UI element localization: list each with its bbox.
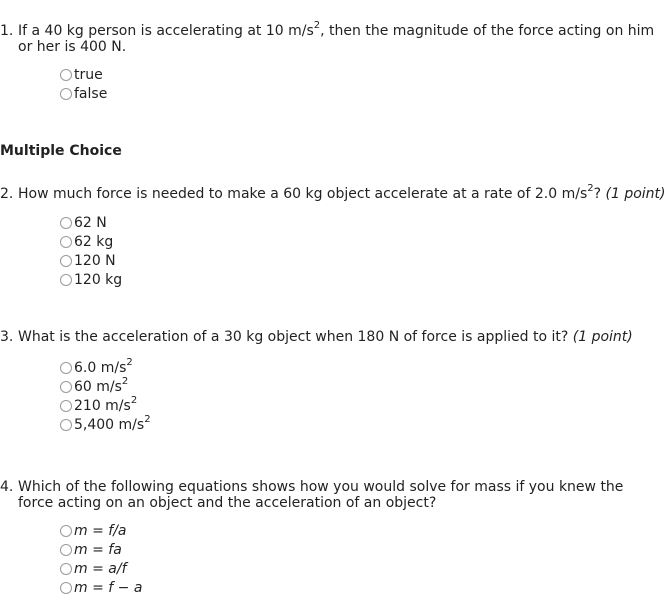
option-false[interactable] bbox=[60, 84, 107, 103]
radio-circle-icon[interactable] bbox=[60, 362, 72, 374]
option-value: 60 m/s bbox=[74, 378, 122, 395]
option-label bbox=[74, 542, 122, 558]
option-120-kg[interactable] bbox=[60, 270, 122, 289]
radio-circle-icon[interactable] bbox=[60, 419, 72, 431]
question-3-options bbox=[60, 358, 151, 434]
option-label bbox=[74, 375, 129, 395]
radio-circle-icon[interactable] bbox=[60, 274, 72, 286]
question-text-part: , then the magnitude of the force acting on him bbox=[320, 23, 655, 39]
option-label bbox=[74, 561, 127, 577]
superscript: 2 bbox=[144, 413, 151, 425]
superscript: 2 bbox=[121, 375, 129, 387]
option-210-m-s2[interactable] bbox=[60, 396, 151, 415]
question-text-part: force acting on an object and the acceleration of an object? bbox=[18, 495, 437, 511]
question-text-part: or her is 400 N. bbox=[18, 39, 127, 55]
option-value: 210 m/s bbox=[74, 397, 131, 414]
option-m-equals-f-over-a[interactable] bbox=[60, 521, 142, 540]
option-m-equals-a-over-f[interactable] bbox=[60, 559, 142, 578]
expression: a/f bbox=[108, 560, 127, 577]
question-number: 2. bbox=[0, 186, 14, 202]
question-2-options bbox=[60, 213, 122, 289]
section-title: Multiple Choice bbox=[0, 143, 122, 159]
variable: m bbox=[74, 522, 88, 539]
option-m-equals-f-minus-a[interactable] bbox=[60, 578, 142, 597]
radio-circle-icon[interactable] bbox=[60, 381, 72, 393]
option-6-m-s2[interactable] bbox=[60, 358, 151, 377]
radio-circle-icon[interactable] bbox=[60, 255, 72, 267]
question-text-part: What is the acceleration of a 30 kg object when 180 N of force is applied to it? bbox=[18, 329, 569, 345]
expression: fa bbox=[108, 541, 122, 558]
radio-circle-icon[interactable] bbox=[60, 88, 72, 100]
option-true[interactable] bbox=[60, 65, 107, 84]
option-label: 120 N bbox=[74, 252, 116, 269]
option-label: 62 kg bbox=[74, 233, 114, 250]
question-text-part: How much force is needed to make a 60 kg object accelerate at a rate of 2.0 m/s bbox=[18, 186, 588, 202]
variable: m bbox=[74, 541, 88, 558]
option-5400-m-s2[interactable] bbox=[60, 415, 151, 434]
radio-circle-icon[interactable] bbox=[60, 544, 72, 556]
point-value: (1 point) bbox=[572, 329, 633, 345]
option-m-equals-fa[interactable] bbox=[60, 540, 142, 559]
variable: m bbox=[74, 579, 88, 596]
radio-circle-icon[interactable] bbox=[60, 582, 72, 594]
question-number: 4. bbox=[0, 479, 14, 495]
superscript: 2 bbox=[313, 20, 321, 32]
option-60-m-s2[interactable] bbox=[60, 377, 151, 396]
question-text-part: Which of the following equations shows how you would solve for mass if you knew the bbox=[18, 479, 624, 495]
option-label: false bbox=[74, 85, 108, 102]
radio-circle-icon[interactable] bbox=[60, 563, 72, 575]
question-1-options bbox=[60, 65, 107, 103]
option-label bbox=[74, 394, 138, 414]
option-62-kg[interactable] bbox=[60, 232, 122, 251]
question-text bbox=[18, 20, 655, 55]
radio-circle-icon[interactable] bbox=[60, 400, 72, 412]
operator: = bbox=[87, 522, 109, 539]
expression: f/a bbox=[108, 522, 127, 539]
option-label bbox=[74, 580, 142, 596]
option-label bbox=[74, 413, 151, 433]
superscript: 2 bbox=[126, 356, 133, 368]
superscript: 2 bbox=[587, 183, 594, 195]
point-value: (1 point) bbox=[605, 186, 666, 202]
question-text-part: ? bbox=[593, 186, 602, 202]
variable: m bbox=[74, 560, 88, 577]
option-value: 6.0 m/s bbox=[74, 359, 127, 376]
option-value: 5,400 m/s bbox=[74, 416, 145, 433]
question-text-part: If a 40 kg person is accelerating at 10 m/s bbox=[18, 23, 314, 39]
expression: f − a bbox=[108, 579, 143, 596]
option-label: true bbox=[74, 66, 103, 83]
superscript: 2 bbox=[130, 394, 138, 406]
radio-circle-icon[interactable] bbox=[60, 217, 72, 229]
question-text bbox=[18, 183, 666, 202]
option-62-n[interactable] bbox=[60, 213, 122, 232]
option-label: 120 kg bbox=[74, 271, 123, 288]
operator: = bbox=[87, 579, 109, 596]
option-label bbox=[74, 356, 133, 376]
radio-circle-icon[interactable] bbox=[60, 69, 72, 81]
question-number: 3. bbox=[0, 329, 14, 345]
radio-circle-icon[interactable] bbox=[60, 525, 72, 537]
operator: = bbox=[87, 541, 109, 558]
question-4-options bbox=[60, 521, 142, 597]
question-text bbox=[18, 479, 623, 511]
question-text bbox=[18, 329, 633, 345]
question-number: 1. bbox=[0, 23, 14, 39]
radio-circle-icon[interactable] bbox=[60, 236, 72, 248]
option-120-n[interactable] bbox=[60, 251, 122, 270]
option-label: 62 N bbox=[74, 214, 107, 231]
option-label bbox=[74, 523, 127, 539]
operator: = bbox=[87, 560, 109, 577]
